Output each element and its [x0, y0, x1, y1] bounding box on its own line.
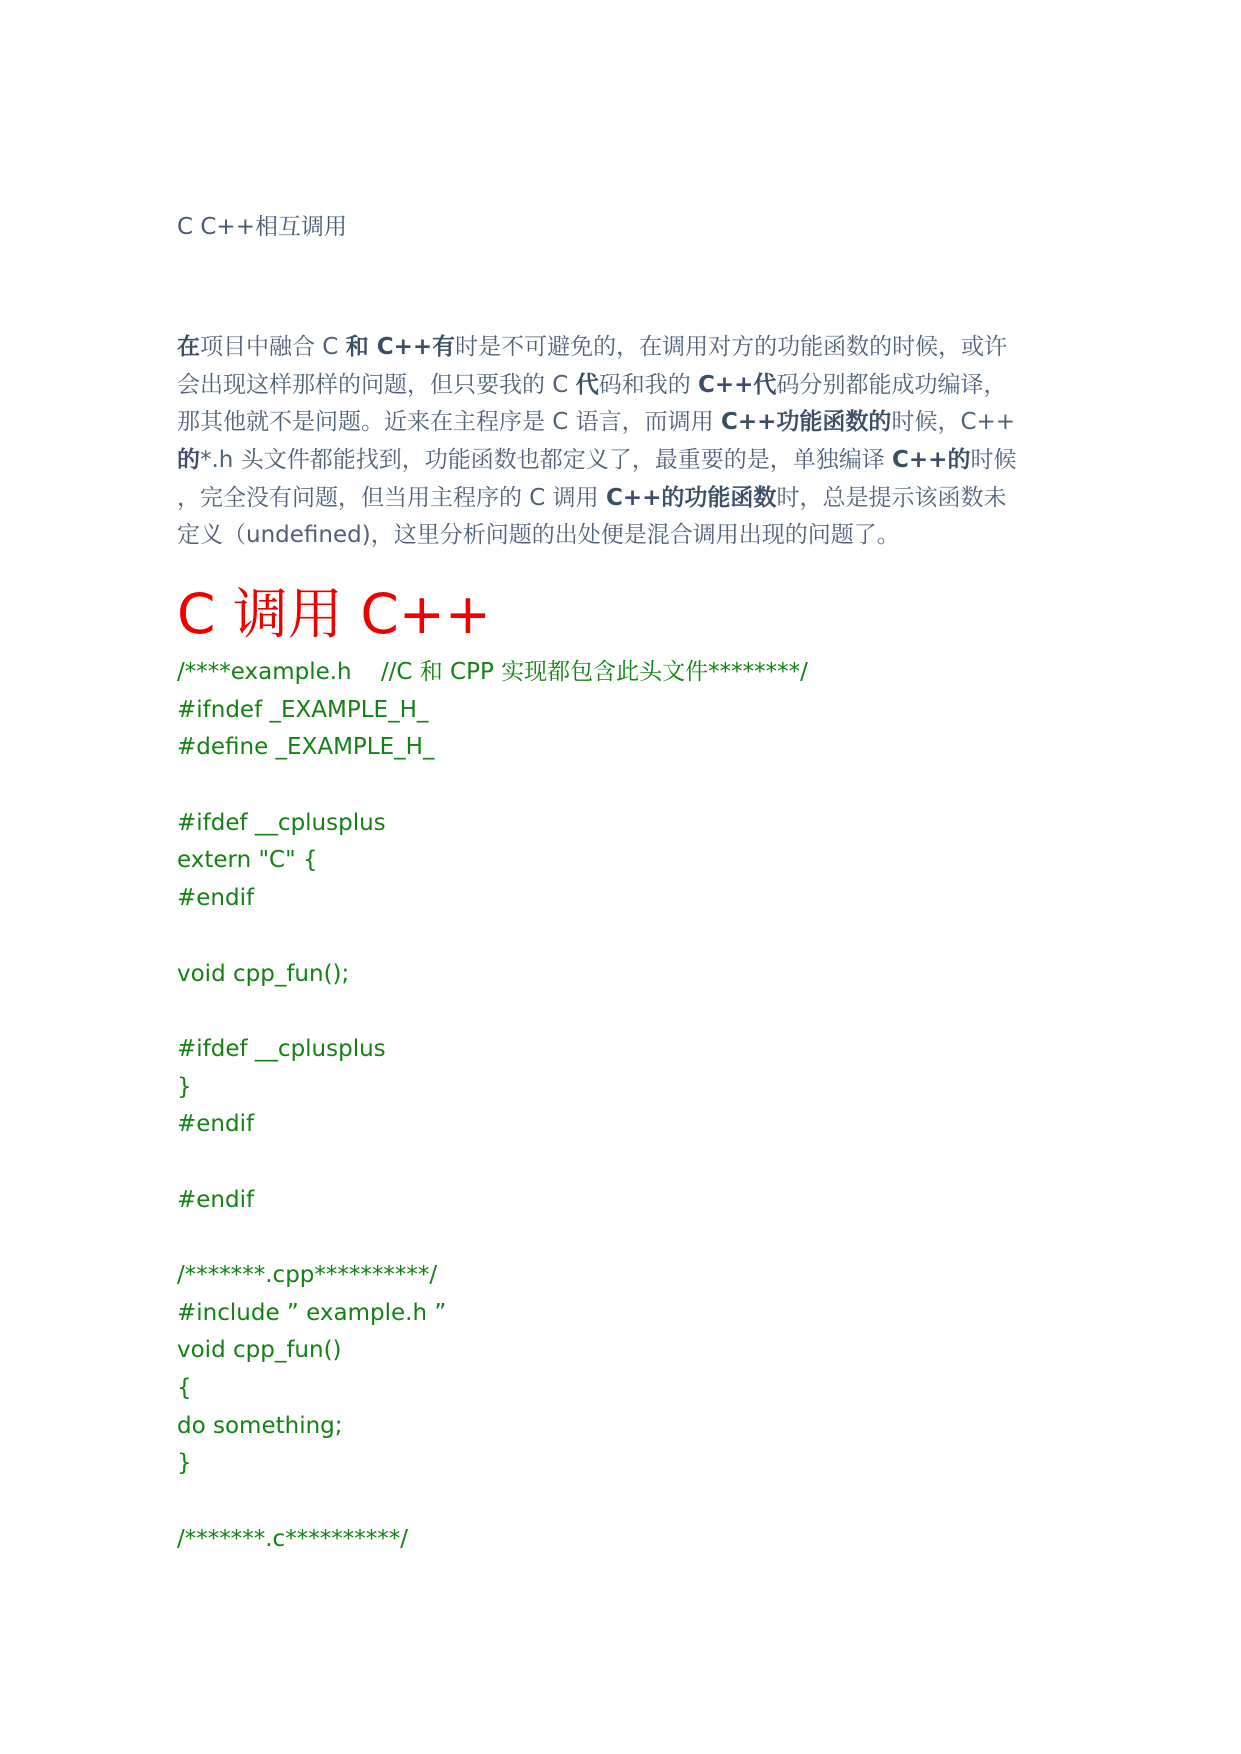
code-line: void cpp_fun(): [177, 1337, 342, 1364]
intro-bold-run: C++代: [698, 371, 777, 398]
intro-text-run: 项目中融合 C: [200, 334, 346, 360]
intro-line: [177, 329, 1067, 367]
intro-text-run: ，完全没有问题，但当用主程序的 C 调用: [177, 484, 606, 511]
intro-line: [177, 442, 1067, 480]
code-line: #ifndef _EXAMPLE_H_: [177, 696, 429, 723]
intro-bold-run: 在: [177, 334, 200, 360]
code-line: #include ” example.h ”: [177, 1299, 447, 1326]
intro-bold-run: C++功能函数的: [721, 409, 892, 436]
intro-line: [177, 367, 1067, 405]
code-line: #ifdef __cplusplus: [177, 1035, 386, 1062]
code-line: }: [177, 1073, 192, 1100]
intro-line: [177, 480, 1067, 518]
intro-bold-run: 的: [177, 447, 200, 474]
code-line: [177, 918, 808, 956]
intro-text-run: 码和我的: [598, 371, 698, 398]
code-line: [177, 993, 808, 1031]
code-line: #ifdef __cplusplus: [177, 809, 386, 836]
document-title: C C++相互调用: [177, 214, 347, 240]
intro-bold-run: C++的功能函数: [606, 484, 777, 511]
code-line: #define _EXAMPLE_H_: [177, 734, 435, 761]
intro-text-run: 会出现这样那样的问题，但只要我的 C: [177, 371, 576, 398]
code-line: /****example.h //C 和 CPP 实现都包含此头文件********/: [177, 659, 808, 685]
code-line: [177, 767, 808, 805]
intro-paragraph: [177, 329, 1067, 555]
intro-bold-run: C++的: [892, 447, 971, 474]
intro-text-run: 定义（undefined)，这里分析问题的出处便是混合调用出现的问题了。: [177, 522, 900, 549]
code-line: #endif: [177, 885, 255, 912]
intro-text-run: 时候: [970, 447, 1017, 474]
intro-line: [177, 517, 1067, 555]
code-line: [177, 1219, 808, 1257]
code-line: {: [177, 1375, 192, 1402]
intro-bold-run: 代: [575, 371, 599, 398]
code-line: [177, 1144, 808, 1182]
code-line: [177, 1483, 808, 1521]
intro-text-run: 时候，C++: [891, 409, 1016, 436]
code-line: /*******.c**********/: [177, 1525, 408, 1552]
section-heading: C 调用 C++: [177, 582, 491, 646]
intro-text-run: *.h 头文件都能找到，功能函数也都定义了，最重要的是，单独编译: [200, 447, 893, 474]
intro-bold-run: 和 C++有: [345, 334, 456, 360]
intro-text-run: 码分别都能成功编译，: [776, 371, 1007, 398]
code-line: extern "C" {: [177, 847, 318, 874]
code-line: #endif: [177, 1186, 255, 1213]
intro-text-run: 时是不可避免的，在调用对方的功能函数的时候，或许: [455, 334, 1008, 360]
intro-text-run: 时，总是提示该函数未: [776, 484, 1007, 511]
code-line: }: [177, 1450, 192, 1477]
code-line: /*******.cpp**********/: [177, 1262, 438, 1288]
code-line: #endif: [177, 1111, 255, 1138]
code-listing: [177, 654, 808, 1559]
code-line: void cpp_fun();: [177, 960, 350, 987]
code-line: do something;: [177, 1412, 343, 1439]
intro-text-run: 那其他就不是问题。近来在主程序是 C 语言，而调用: [177, 409, 721, 436]
intro-line: [177, 404, 1067, 442]
